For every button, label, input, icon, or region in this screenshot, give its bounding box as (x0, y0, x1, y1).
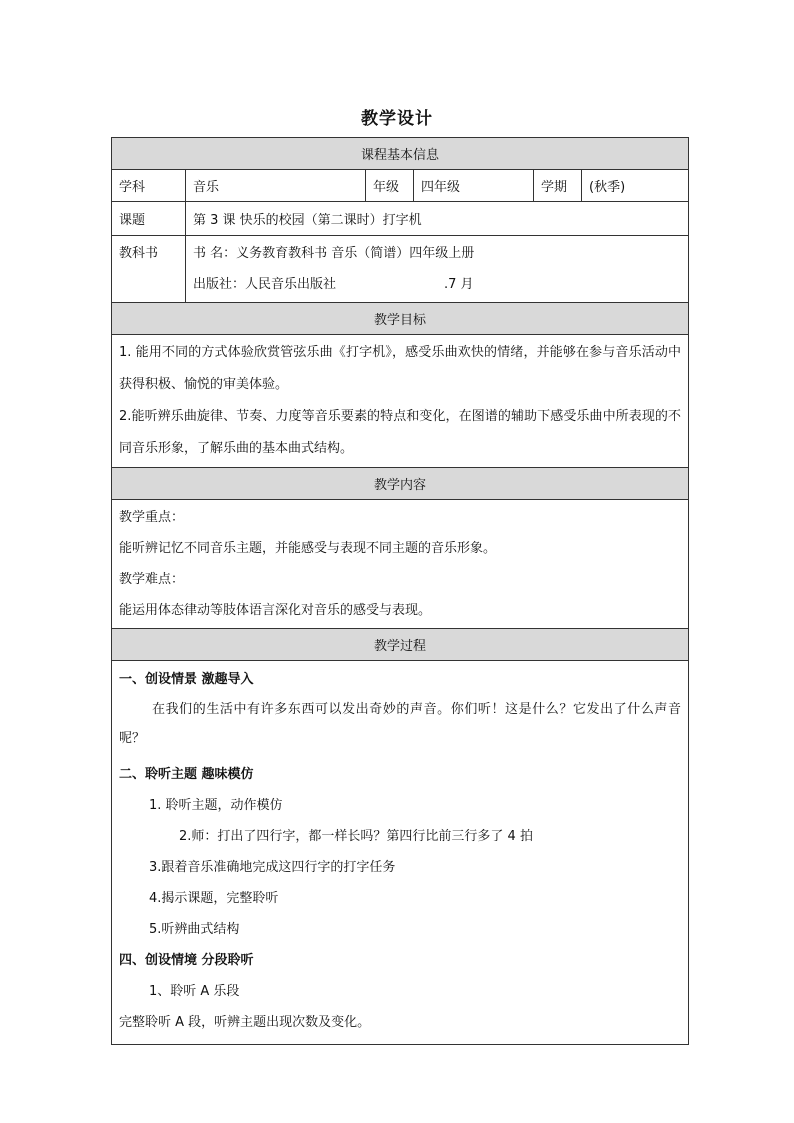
textbook-name: 书 名：义务教育教科书 音乐（简谱）四年级上册 (193, 246, 475, 261)
textbook-info (186, 236, 689, 303)
process-step-4-heading: 四、创设情境 分段聆听 (119, 953, 254, 968)
difficulty-text: 能运用体态律动等肢体语言深化对音乐的感受与表现。 (119, 603, 432, 618)
process-step-2-item: 4.揭示课题，完整聆听 (149, 891, 279, 906)
term-value: (秋季) (582, 170, 689, 202)
objective-item: 1. 能用不同的方式体验欣赏管弦乐曲《打字机》，感受乐曲欢快的情绪，并能够在参与音乐活动中获得积极、愉悦的审美体验。 (119, 345, 682, 392)
term-label: 学期 (534, 170, 582, 202)
objectives-cell (112, 335, 689, 468)
key-point-text: 能听辨记忆不同音乐主题，并能感受与表现不同主题的音乐形象。 (119, 541, 497, 556)
key-point-label: 教学重点： (119, 510, 185, 525)
process-step-4-text: 完整聆听 A 段，听辨主题出现次数及变化。 (119, 1015, 371, 1030)
process-cell (112, 661, 689, 1045)
textbook-publish-date: .7 月 (444, 277, 474, 292)
section-header-content: 教学内容 (112, 468, 689, 500)
subject-label: 学科 (112, 170, 186, 202)
process-step-2-item: 3.跟着音乐准确地完成这四行字的打字任务 (149, 860, 396, 875)
lesson-label: 课题 (112, 202, 186, 236)
textbook-label: 教科书 (112, 236, 186, 303)
objective-item: 2.能听辨乐曲旋律、节奏、力度等音乐要素的特点和变化，在图谱的辅助下感受乐曲中所表现的不同音乐形象，了解乐曲的基本曲式结构。 (119, 409, 682, 456)
process-step-2-item: 1. 聆听主题，动作模仿 (149, 798, 283, 813)
lesson-plan-table (111, 137, 689, 1045)
textbook-publisher-line (193, 269, 681, 300)
process-step-2-item: 2.师：打出了四行字，都一样长吗？第四行比前三行多了 4 拍 (179, 829, 533, 844)
textbook-publisher: 出版社：人民音乐出版社 (193, 277, 337, 292)
process-step-4-item: 1、聆听 A 乐段 (149, 984, 240, 999)
section-header-process: 教学过程 (112, 629, 689, 661)
section-header-objectives: 教学目标 (112, 303, 689, 335)
process-step-2-heading: 二、聆听主题 趣味模仿 (119, 767, 254, 782)
content-cell (112, 500, 689, 629)
grade-value: 四年级 (414, 170, 534, 202)
process-step-2-item: 5.听辨曲式结构 (149, 922, 240, 937)
subject-value: 音乐 (186, 170, 366, 202)
grade-label: 年级 (366, 170, 414, 202)
lesson-value: 第 3 课 快乐的校园（第二课时）打字机 (186, 202, 689, 236)
section-header-basic-info: 课程基本信息 (112, 138, 689, 170)
difficulty-label: 教学难点： (119, 572, 185, 587)
page-title: 教学设计 (361, 109, 433, 129)
process-step-1-heading: 一、创设情景 激趣导入 (119, 672, 254, 687)
process-step-1-text: 在我们的生活中有许多东西可以发出奇妙的声音。你们听！这是什么？它发出了什么声音呢？ (119, 702, 682, 746)
